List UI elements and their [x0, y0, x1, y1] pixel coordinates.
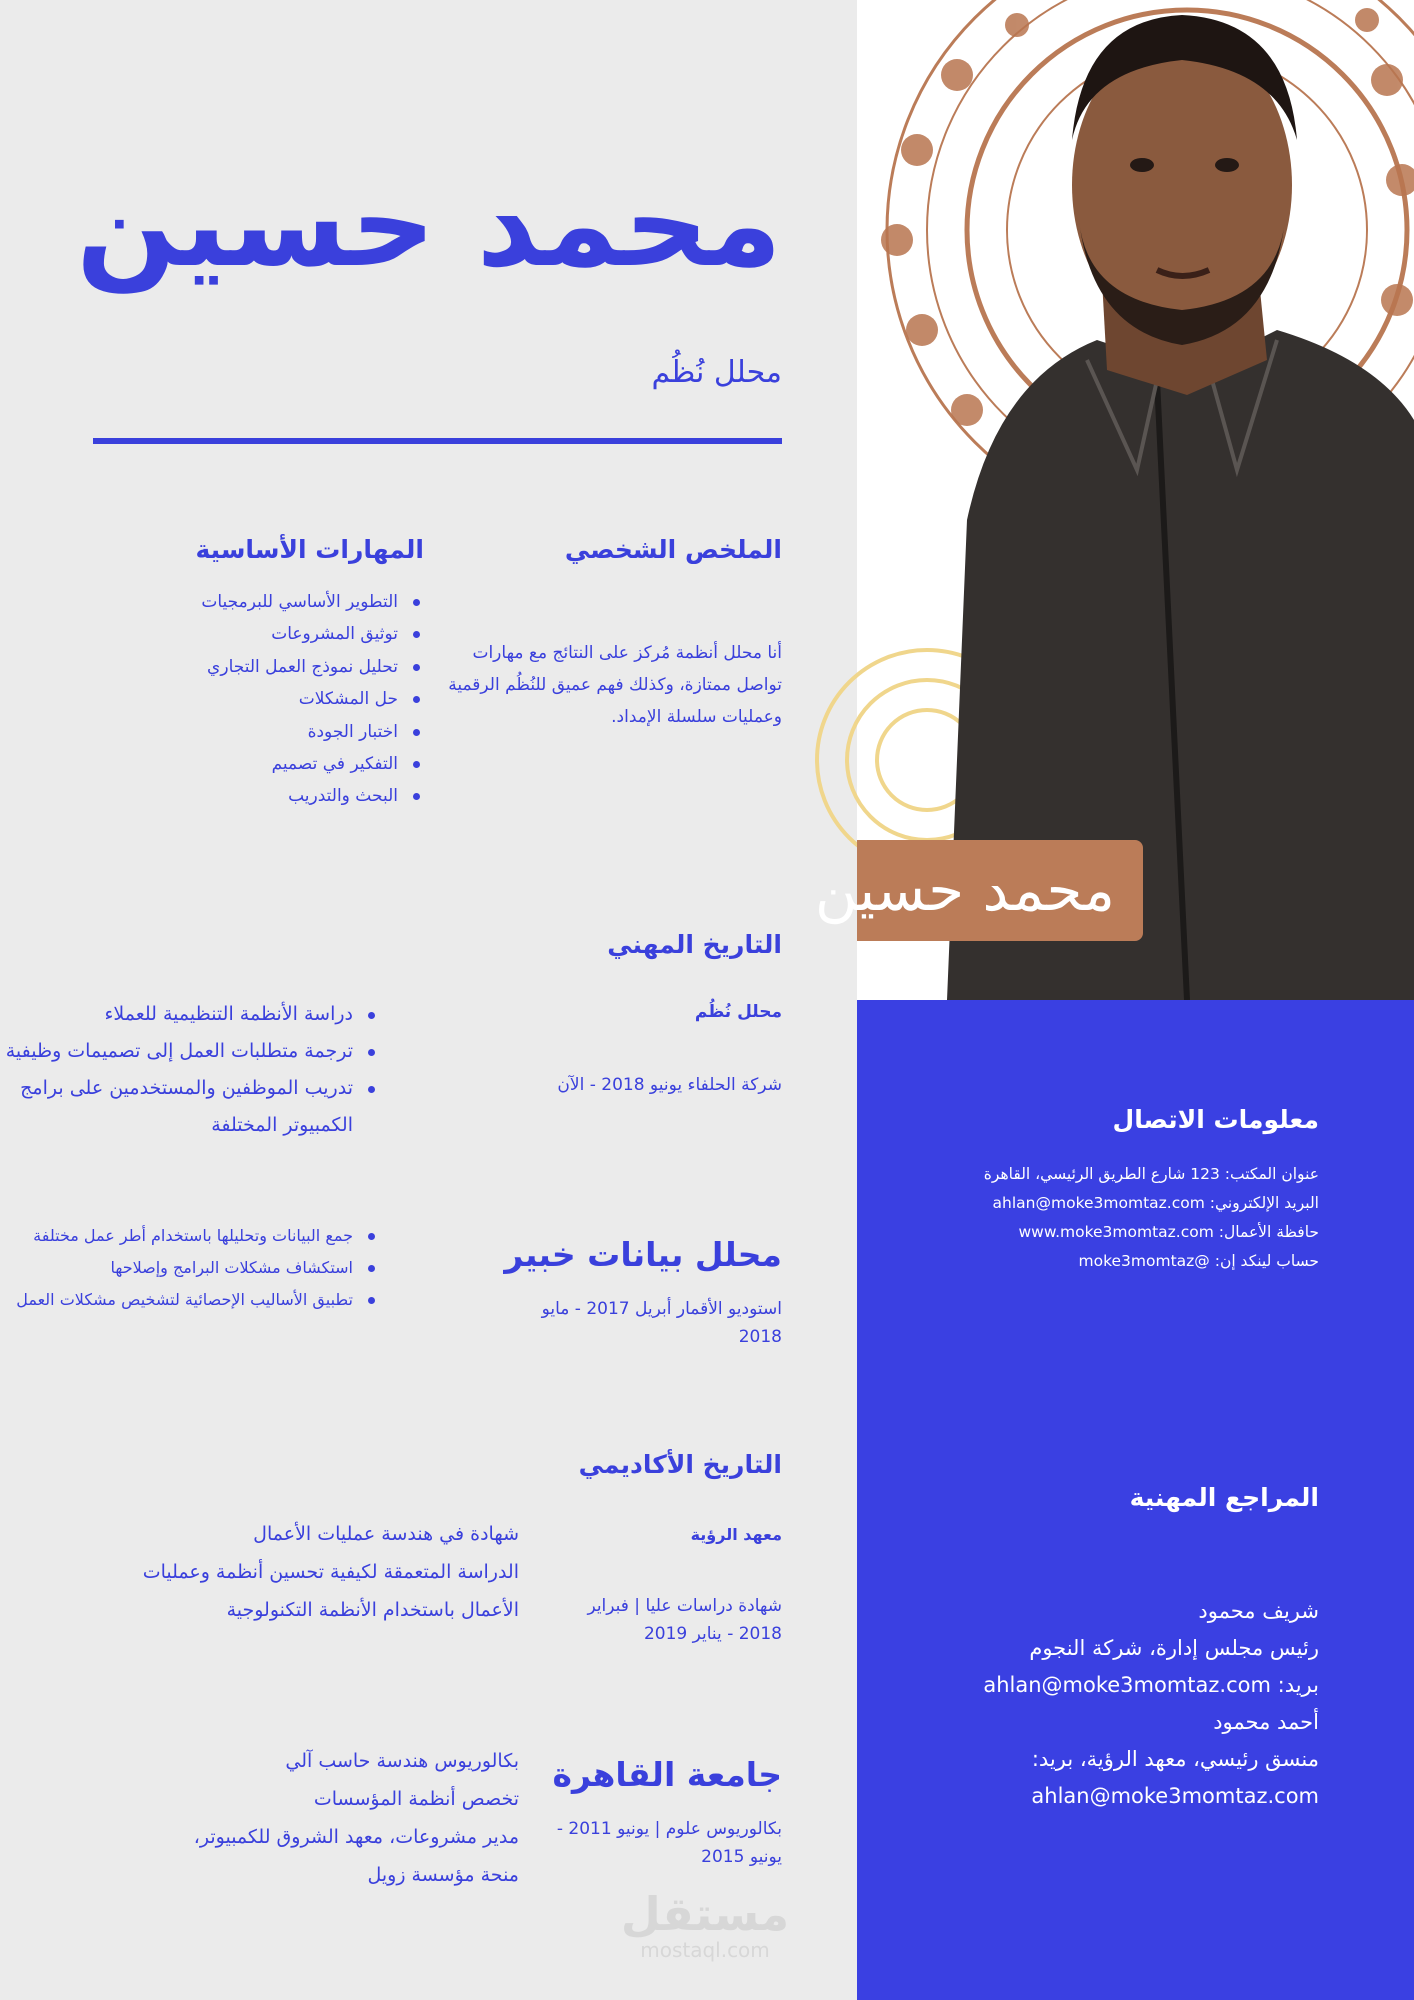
school-name-2: جامعة القاهرة — [552, 1755, 782, 1794]
skill-item: التطوير الأساسي للبرمجيات — [94, 586, 424, 618]
header-divider — [93, 438, 782, 444]
name-badge-text: محمد حسين — [814, 856, 1115, 924]
school-details-1 — [79, 1515, 519, 1629]
contact-heading: معلومات الاتصال — [1112, 1105, 1319, 1134]
reference-line: شريف محمود — [1198, 1599, 1319, 1623]
job-meta-2: استوديو الأقمار أبريل 2017 - مايو 2018 — [541, 1299, 782, 1347]
contact-details — [859, 1160, 1319, 1276]
reference-line: أحمد محمود — [1213, 1710, 1319, 1734]
name-badge — [814, 840, 1143, 941]
work-history-heading: التاريخ المهني — [607, 930, 782, 959]
school-name-1: معهد الرؤية — [690, 1525, 782, 1544]
office-address: عنوان المكتب: 123 شارع الطريق الرئيسي، القاهرة — [983, 1165, 1319, 1183]
job-title-1: محلل نُظُم — [694, 1002, 782, 1022]
detail-line: شهادة في هندسة عمليات الأعمال — [253, 1523, 519, 1545]
job-title: محلل نُظُم — [651, 355, 782, 390]
detail-line: تخصص أنظمة المؤسسات — [313, 1788, 519, 1810]
skill-item: توثيق المشروعات — [94, 618, 424, 650]
detail-line: الدراسة المتعمقة لكيفية تحسين أنظمة وعمليات الأعمال باستخدام الأنظمة التكنولوجية — [142, 1561, 519, 1621]
reference-line: بريد: ahlan@moke3momtaz.com — [983, 1673, 1319, 1697]
watermark-arabic: مستقل — [620, 1887, 790, 1941]
job-title-2: محلل بيانات خبير — [504, 1235, 782, 1274]
duty-item: دراسة الأنظمة التنظيمية للعملاء — [0, 996, 379, 1033]
school-meta-1: شهادة دراسات عليا | فبراير 2018 - يناير 2019 — [587, 1596, 782, 1644]
duty-item: جمع البيانات وتحليلها باستخدام أطر عمل مختلفة — [0, 1220, 379, 1252]
skills-list — [94, 586, 424, 813]
references-details — [859, 1593, 1319, 1815]
skill-item: تحليل نموذج العمل التجاري — [94, 651, 424, 683]
skill-item: اختبار الجودة — [94, 716, 424, 748]
skill-item: التفكير في تصميم — [94, 748, 424, 780]
school-details-2 — [79, 1742, 519, 1894]
school-meta-2: بكالوريوس علوم | يونيو 2011 - يونيو 2015 — [556, 1819, 782, 1867]
portfolio-link: حافظة الأعمال: www.moke3momtaz.com — [1018, 1223, 1319, 1241]
linkedin-handle: حساب لينكد إن: @moke3momtaz — [1078, 1252, 1319, 1270]
skills-heading: المهارات الأساسية — [195, 535, 424, 564]
watermark-latin: mostaql.com — [640, 1938, 770, 1962]
summary-text: أنا محلل أنظمة مُركز على النتائج مع مهارات تواصل ممتازة، وكذلك فهم عميق للنُظُم الرقمية وعمليات سلسلة الإمداد. — [448, 643, 782, 727]
detail-line: منحة مؤسسة زويل — [367, 1864, 519, 1886]
skill-item: البحث والتدريب — [94, 780, 424, 812]
job-meta-1: شركة الحلفاء يونيو 2018 - الآن — [557, 1075, 782, 1095]
detail-line: بكالوريوس هندسة حاسب آلي — [285, 1750, 519, 1772]
candidate-name: محمد حسين — [76, 155, 782, 293]
job-duties-1 — [0, 996, 379, 1144]
duty-item: تدريب الموظفين والمستخدمين على برامج الكمبيوتر المختلفة — [0, 1070, 379, 1144]
duty-item: ترجمة متطلبات العمل إلى تصميمات وظيفية — [0, 1033, 379, 1070]
job-duties-2 — [0, 1220, 379, 1316]
references-heading: المراجع المهنية — [1129, 1483, 1319, 1512]
watermark-logo — [620, 1887, 790, 1962]
skill-item: حل المشكلات — [94, 683, 424, 715]
detail-line: مدير مشروعات، معهد الشروق للكمبيوتر، — [193, 1826, 519, 1848]
reference-line: رئيس مجلس إدارة، شركة النجوم — [1029, 1636, 1319, 1660]
duty-item: تطبيق الأساليب الإحصائية لتشخيص مشكلات العمل — [0, 1284, 379, 1316]
education-heading: التاريخ الأكاديمي — [578, 1450, 782, 1479]
summary-heading: الملخص الشخصي — [564, 535, 782, 564]
email-address: البريد الإلكتروني: ahlan@moke3momtaz.com — [992, 1194, 1319, 1212]
reference-line: ahlan@moke3momtaz.com — [1031, 1784, 1319, 1808]
reference-line: منسق رئيسي، معهد الرؤية، بريد: — [1031, 1747, 1319, 1771]
duty-item: استكشاف مشكلات البرامج وإصلاحها — [0, 1252, 379, 1284]
